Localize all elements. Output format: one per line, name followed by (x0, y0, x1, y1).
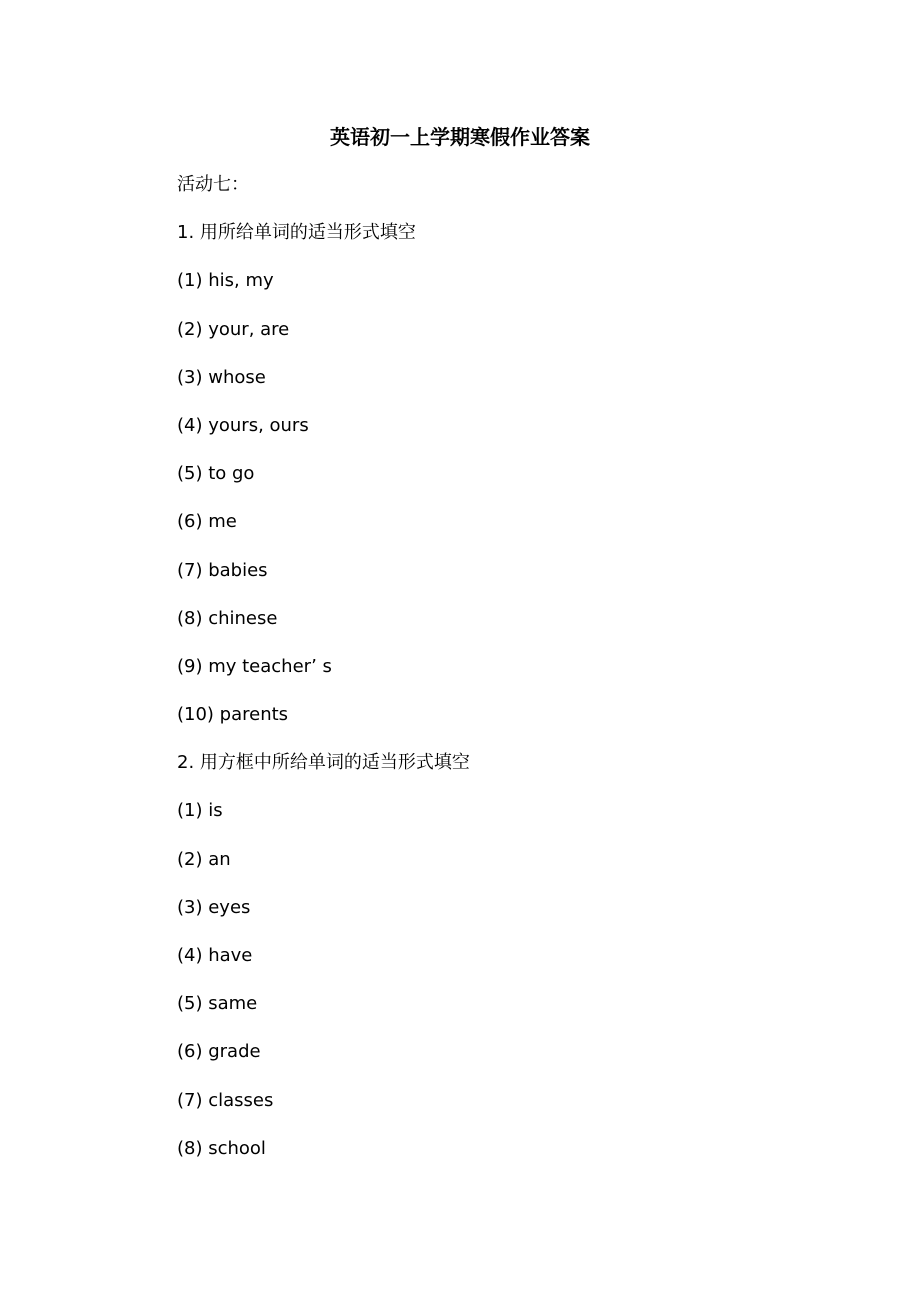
answer-item: (6) me (177, 511, 237, 533)
answer-item: (6) grade (177, 1041, 261, 1063)
answer-item: (2) your, are (177, 318, 290, 340)
answer-item: (5) same (177, 993, 258, 1015)
document-body (177, 170, 857, 1182)
answer-item: (2) an (177, 848, 231, 870)
answer-item: (8) chinese (177, 607, 278, 629)
answer-item: (8) school (177, 1137, 266, 1159)
answer-item: (3) whose (177, 366, 266, 388)
section-heading: 1. 用所给单词的适当形式填空 (177, 222, 416, 244)
answer-item: (10) parents (177, 704, 289, 726)
answer-item: (3) eyes (177, 896, 251, 918)
answer-item: (7) babies (177, 559, 268, 581)
answer-item: (9) my teacher’ s (177, 655, 332, 677)
answer-item: (5) to go (177, 463, 255, 485)
answer-item: (4) have (177, 945, 253, 966)
answer-item: (7) classes (177, 1089, 274, 1111)
section-heading: 2. 用方框中所给单词的适当形式填空 (177, 752, 470, 774)
answer-item: (1) is (177, 800, 223, 822)
answer-item: (1) his, my (177, 270, 274, 292)
answer-item: (4) yours, ours (177, 414, 309, 436)
activity-heading: 活动七： (177, 174, 249, 195)
document-title: 英语初一上学期寒假作业答案 (330, 125, 590, 149)
